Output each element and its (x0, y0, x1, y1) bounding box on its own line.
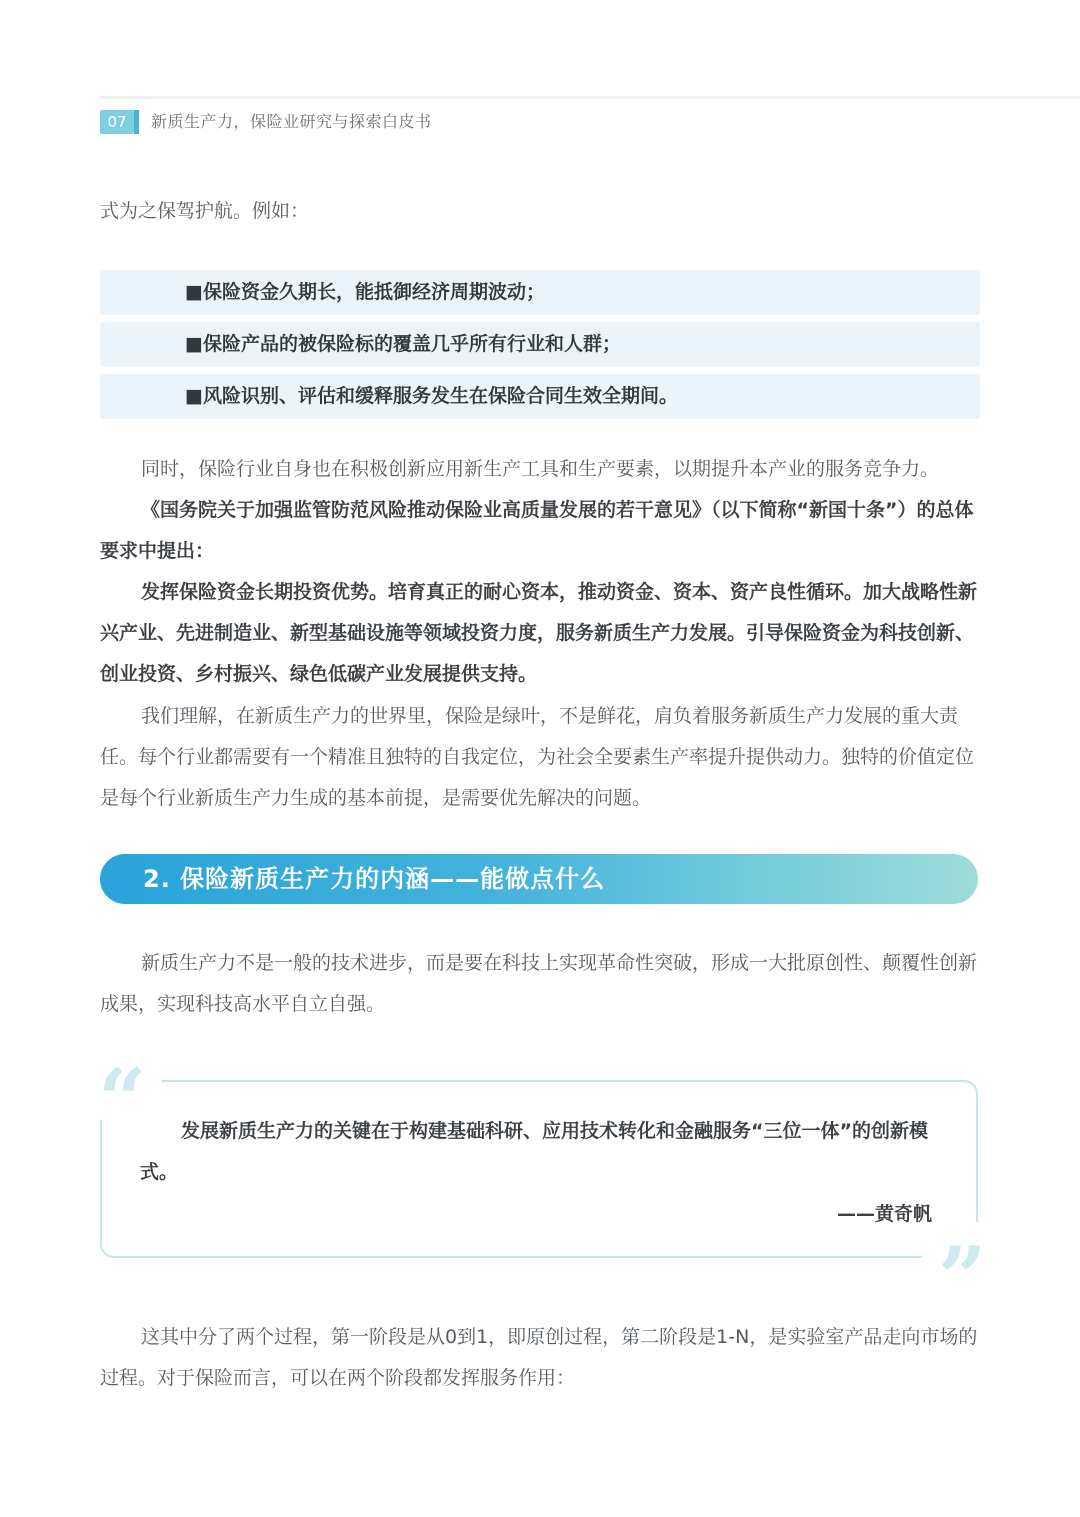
policy-quote: 发挥保险资金长期投资优势。培育真正的耐心资本，推动资金、资本、资产良性循环。加大战略性新兴产业、先进制造业、新型基础设施等领域投资力度，服务新质生产力发展。引导保险资金为科技创新、创业投资、乡村振兴、绿色低碳产业发展提供支持。 (100, 581, 978, 685)
bullet-text: ■保险资金久期长，能抵御经济周期波动； (185, 281, 545, 303)
page-number-badge: 07 (100, 110, 134, 134)
bullet-item (100, 374, 980, 419)
intro-line: 式为之保驾护航。例如： (100, 200, 310, 222)
paragraph: 这其中分了两个过程，第一阶段是从0到1，即原创过程，第二阶段是1-N，是实验室产品走向市场的过程。对于保险而言，可以在两个阶段都发挥服务作用： (100, 1326, 978, 1389)
open-quote-icon: “ (98, 1050, 147, 1149)
header-rule (100, 96, 1080, 99)
section-heading-bar (100, 854, 978, 904)
section-title: 2. 保险新质生产力的内涵——能做点什么 (143, 865, 606, 893)
bullet-text: ■风险识别、评估和缓释服务发生在保险合同生效全期间。 (185, 385, 678, 407)
quote-author: ——黄奇帆 (836, 1203, 932, 1225)
paragraph: 我们理解，在新质生产力的世界里，保险是绿叶，不是鲜花，肩负着服务新质生产力发展的重大责任。每个行业都需要有一个精准且独特的自我定位，为社会全要素生产率提升提供动力。独特的价值定位是每个行业新质生产力生成的基本前提，是需要优先解决的问题。 (100, 705, 975, 809)
policy-reference: 《国务院关于加强监管防范风险推动保险业高质量发展的若干意见》（以下简称“新国十条”）的总体要求中提出： (100, 499, 974, 562)
bullet-item (100, 270, 980, 315)
bullet-item (100, 322, 980, 367)
bullet-text: ■保险产品的被保险标的覆盖几乎所有行业和人群； (185, 333, 621, 355)
quote-text: 发展新质生产力的关键在于构建基础科研、应用技术转化和金融服务“三位一体”的创新模式。 (140, 1120, 928, 1183)
paragraph: 同时，保险行业自身也在积极创新应用新生产工具和生产要素，以期提升本产业的服务竞争力。 (141, 458, 940, 480)
close-quote-icon: ” (938, 1228, 987, 1327)
header-title: 新质生产力，保险业研究与探索白皮书 (151, 112, 432, 131)
paragraph: 新质生产力不是一般的技术进步，而是要在科技上实现革命性突破，形成一大批原创性、颠覆性创新成果，实现科技高水平自立自强。 (100, 952, 978, 1015)
